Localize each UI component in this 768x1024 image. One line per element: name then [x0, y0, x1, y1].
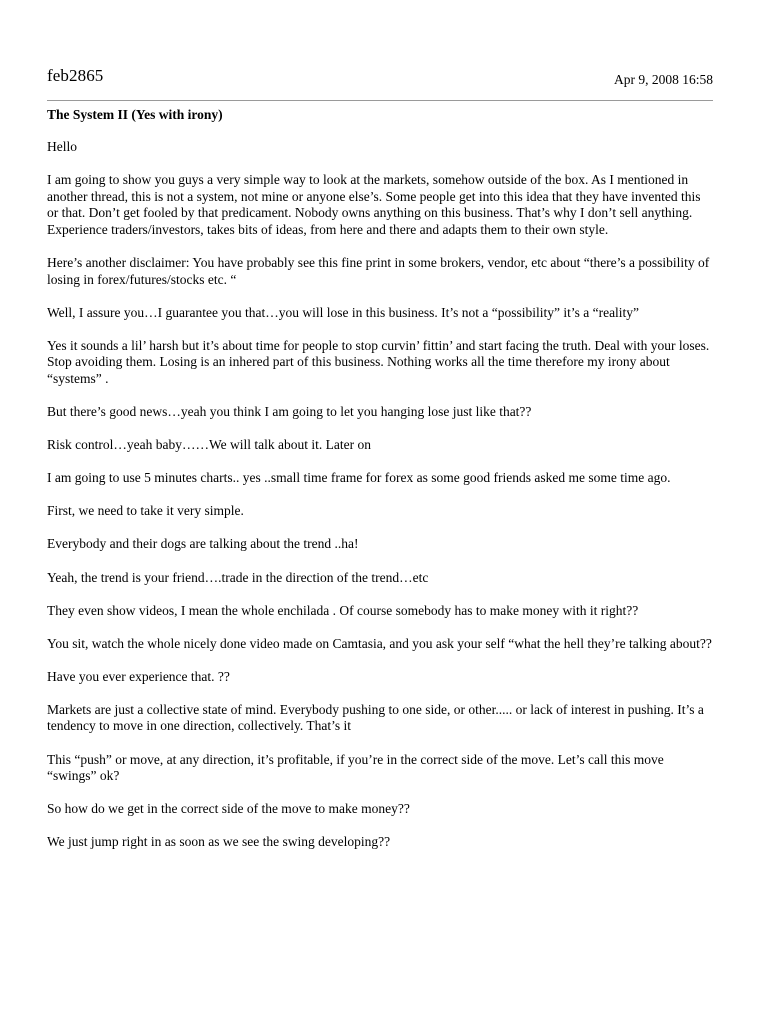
paragraph: Yeah, the trend is your friend….trade in the direction of the trend…etc [47, 569, 429, 585]
paragraph: They even show videos, I mean the whole enchilada . Of course somebody has to make money with it right?? [47, 602, 639, 618]
paragraph: Risk control…yeah baby……We will talk about it. Later on [47, 437, 371, 453]
post-header [47, 66, 713, 101]
paragraph: Hello [47, 139, 77, 154]
paragraph: But there’s good news…yeah you think I am going to let you hanging lose just like that?? [47, 404, 532, 420]
paragraph: Everybody and their dogs are talking about the trend ..ha! [47, 536, 359, 552]
paragraph: We just jump right in as soon as we see the swing developing?? [47, 834, 391, 850]
paragraph: Have you ever experience that. ?? [47, 668, 230, 684]
paragraph: Well, I assure you…I guarantee you that…you will lose in this business. It’s not a “possibility” it’s a “reality” [47, 304, 640, 320]
post-title: The System II (Yes with irony) [47, 107, 223, 122]
paragraph: I am going to show you guys a very simple way to look at the markets, somehow outside of the box. As I mentioned in another thread, this is not a system, not mine or anyone else’s. Some people get into this idea that they have invented this or that. Don’t get fooled by that predicament. Nobody owns anything on this business. That’s why I don’t sell anything. Experience traders/investors, takes bits of ideas, from here and there and adapts them to their own style. [47, 172, 701, 237]
paragraph: Markets are just a collective state of mind. Everybody pushing to one side, or other..... or lack of interest in pushing. It’s a tendency to move in one direction, collectively. That’s it [47, 701, 704, 734]
paragraph: I am going to use 5 minutes charts.. yes ..small time frame for forex as some good friends asked me some time ago. [47, 470, 671, 486]
paragraph: You sit, watch the whole nicely done video made on Camtasia, and you ask your self “what the hell they’re talking about?? [47, 635, 712, 651]
post-container [47, 66, 713, 867]
paragraph: This “push” or move, at any direction, it’s profitable, if you’re in the correct side of the move. Let’s call this move “swings” ok? [47, 751, 664, 784]
paragraph: So how do we get in the correct side of the move to make money?? [47, 801, 410, 817]
paragraph: Yes it sounds a lil’ harsh but it’s about time for people to stop curvin’ fittin’ and start facing the truth. Deal with your loses. Stop avoiding them. Losing is an inhered part of this business. Nothing works all the time therefore my irony about “systems” . [47, 337, 710, 386]
paragraph: Here’s another disclaimer: You have probably see this fine print in some brokers, vendor, etc about “there’s a possibility of losing in forex/futures/stocks etc. “ [47, 254, 710, 287]
paragraph: First, we need to take it very simple. [47, 503, 244, 519]
author-name: feb2865 [47, 66, 104, 85]
post-timestamp: Apr 9, 2008 16:58 [614, 72, 713, 87]
post-body [47, 139, 713, 851]
